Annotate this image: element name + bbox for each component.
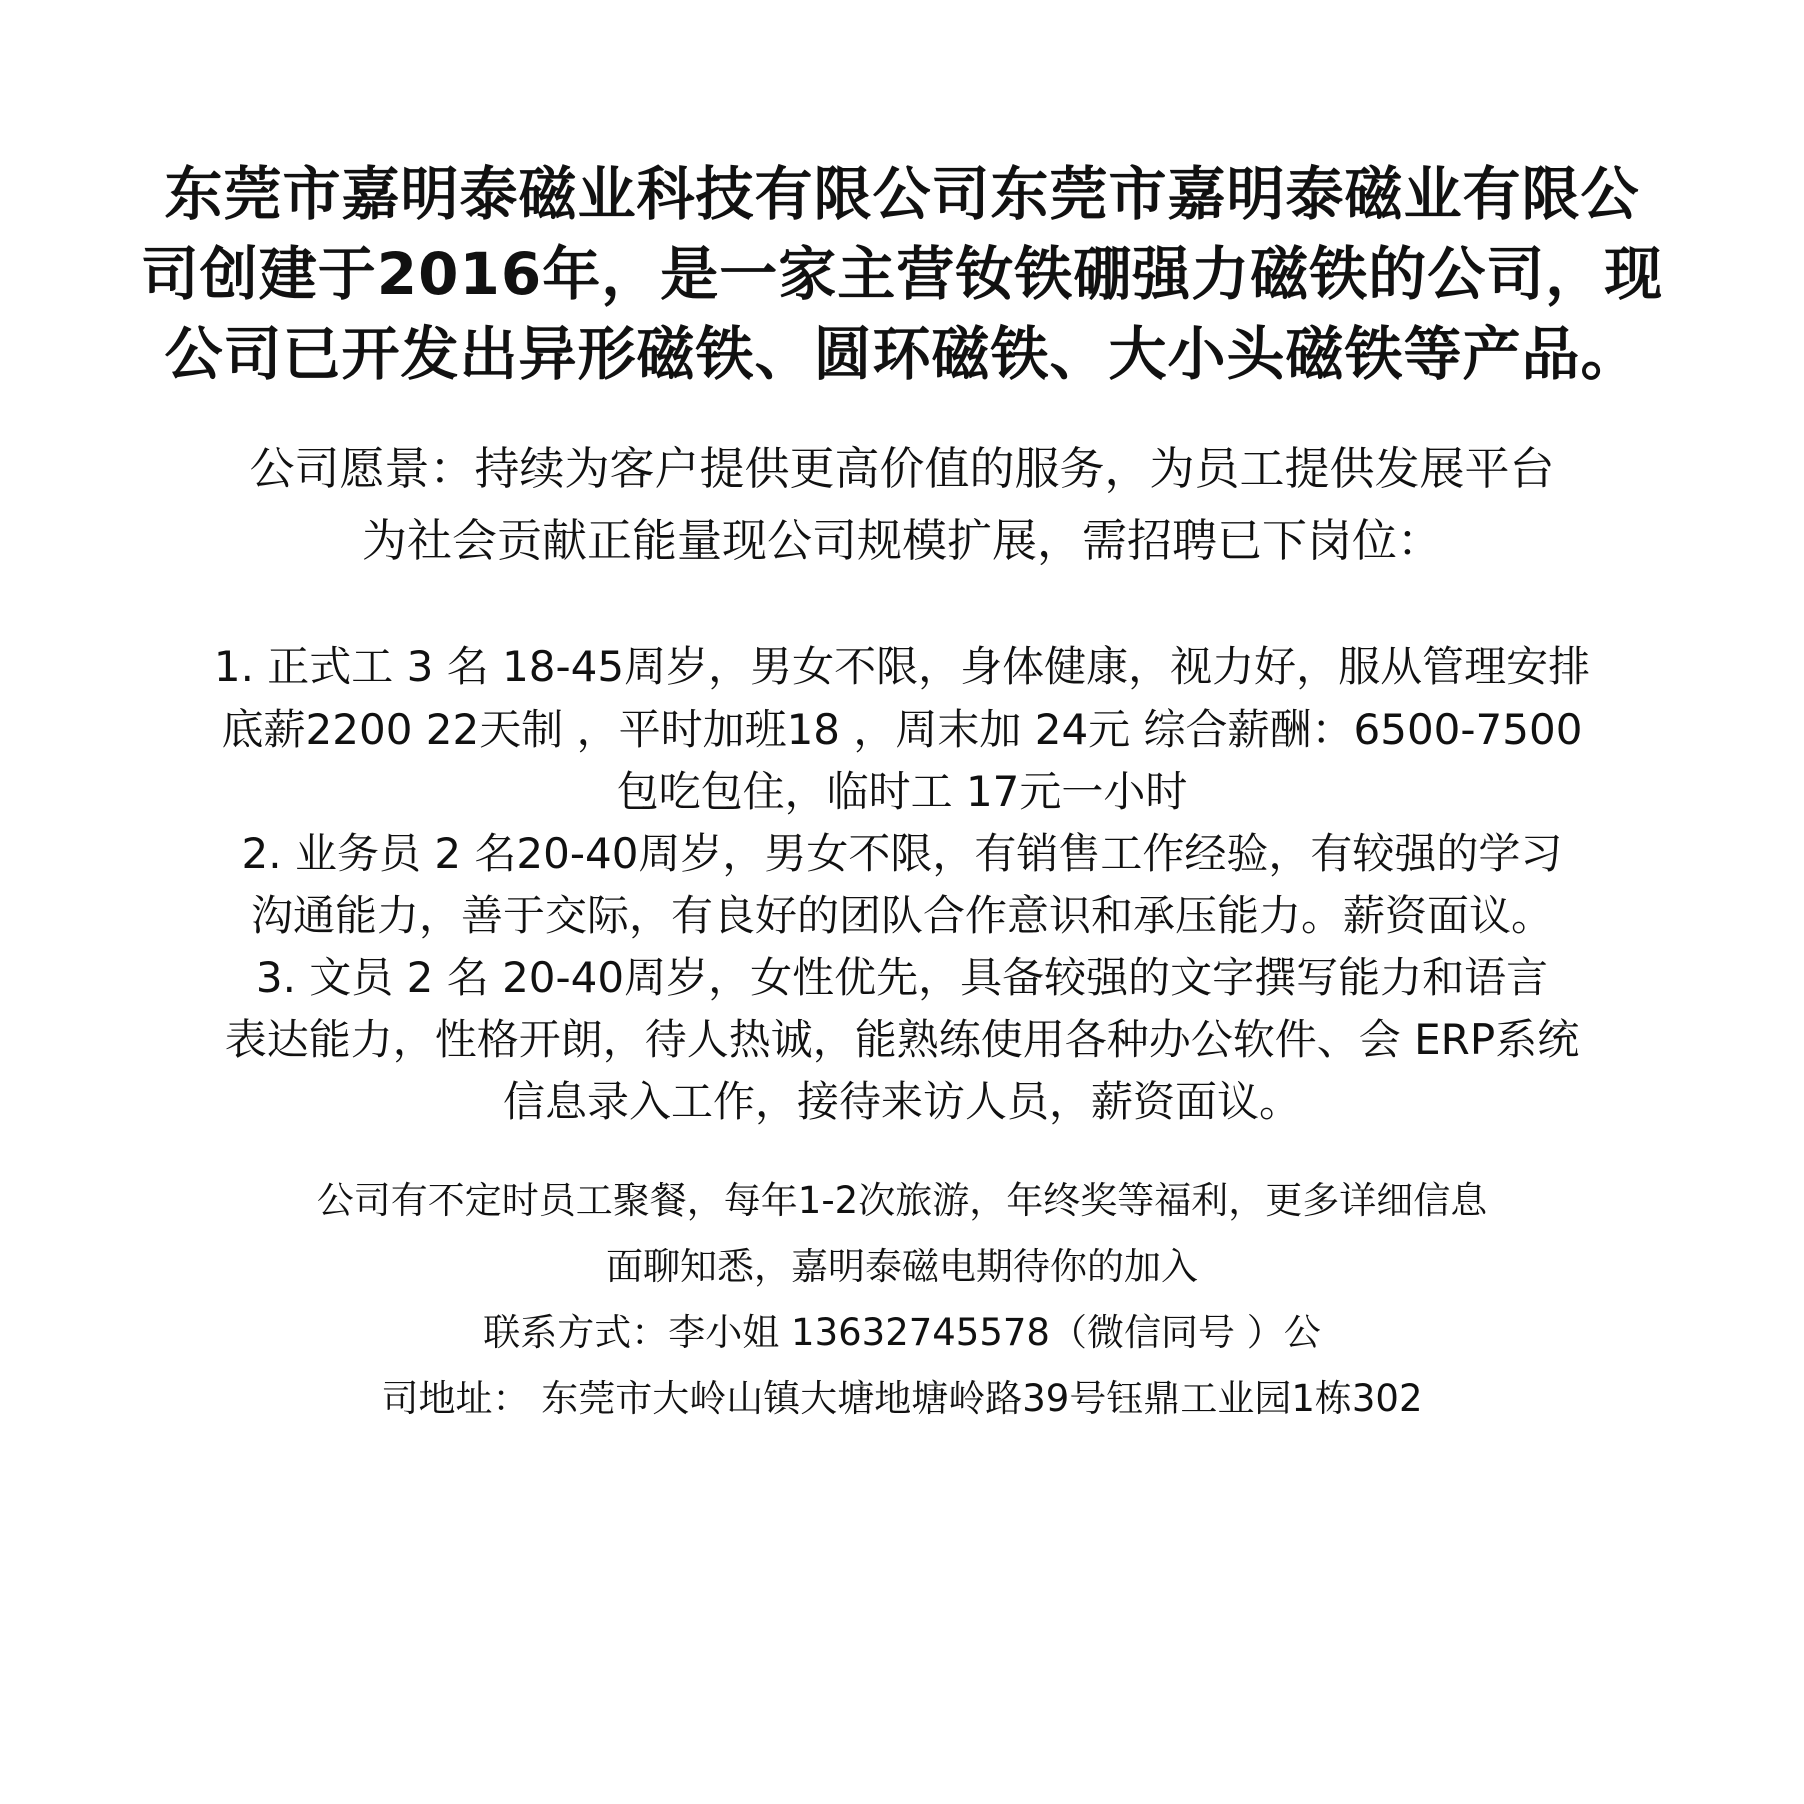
intro-line-1: 东莞市嘉明泰磁业科技有限公司东莞市嘉明泰磁业有限公	[164, 160, 1640, 228]
contact-line: 联系方式：李小姐 13632745578（微信同号 ）公	[483, 1311, 1321, 1354]
benefits-line-2: 面聊知悉，嘉明泰磁电期待你的加入	[606, 1245, 1198, 1288]
job-line-1: 1. 正式工 3 名 18-45周岁，男女不限，身体健康，视力好，服从管理安排	[213, 642, 1591, 691]
intro-line-2: 司创建于2016年，是一家主营钕铁硼强力磁铁的公司，现	[140, 240, 1664, 308]
job-line-2: 底薪2200 22天制 ，平时加班18 ，周末加 24元 综合薪酬：6500-7500	[221, 705, 1583, 754]
benefits-line-1: 公司有不定时员工聚餐，每年1-2次旅游，年终奖等福利，更多详细信息	[316, 1179, 1488, 1222]
job-line-8: 信息录入工作，接待来访人员，薪资面议。	[502, 1077, 1301, 1126]
job-line-4: 2. 业务员 2 名20-40周岁，男女不限，有销售工作经验，有较强的学习	[241, 829, 1563, 878]
vision-line-2: 为社会贡献正能量现公司规模扩展，需招聘已下岗位：	[361, 514, 1442, 567]
job-line-7: 表达能力，性格开朗，待人热诚，能熟练使用各种办公软件、会 ERP系统	[224, 1015, 1580, 1064]
intro-line-3: 公司已开发出异形磁铁、圆环磁铁、大小头磁铁等产品。	[164, 320, 1640, 388]
address-line: 司地址： 东莞市大岭山镇大塘地塘岭路39号钰鼎工业园1栋302	[381, 1377, 1423, 1420]
job-line-6: 3. 文员 2 名 20-40周岁，女性优先，具备较强的文字撰写能力和语言	[255, 953, 1549, 1002]
job-line-5: 沟通能力，善于交际，有良好的团队合作意识和承压能力。薪资面议。	[250, 891, 1553, 940]
job-line-3: 包吃包住，临时工 17元一小时	[616, 767, 1188, 816]
vision-line-1: 公司愿景：持续为客户提供更高价值的服务，为员工提供发展平台	[249, 442, 1555, 495]
